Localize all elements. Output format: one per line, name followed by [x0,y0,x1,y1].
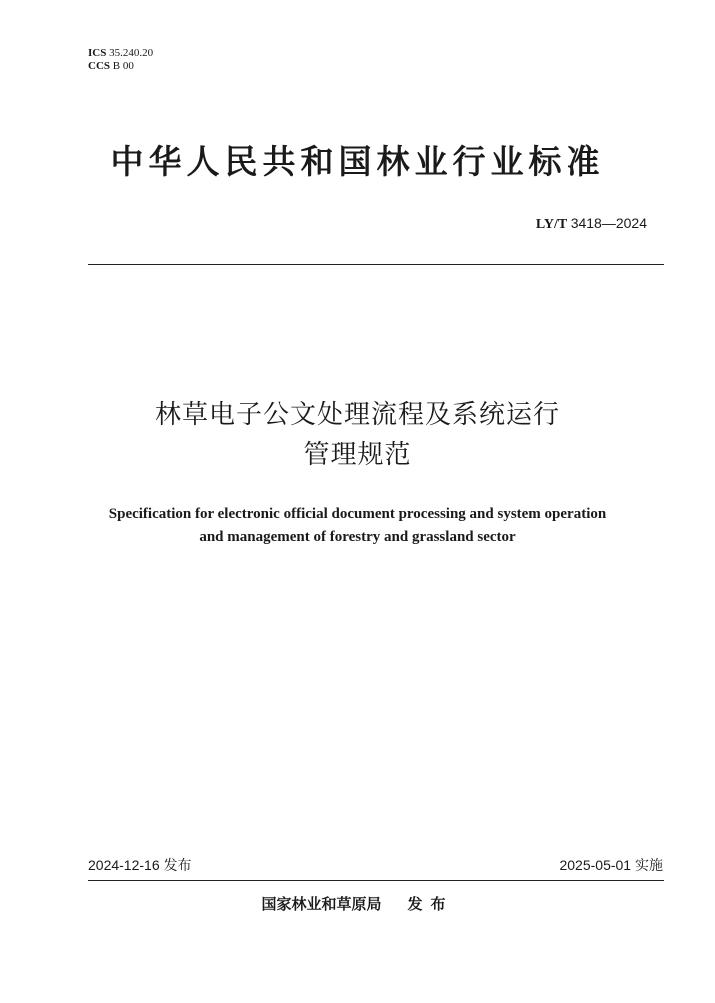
standard-number [536,214,647,234]
standard-prefix: LY/T [535,217,568,232]
ccs-label: CCS [88,60,111,72]
top-divider [88,264,664,265]
ics-code: 35.240.20 [109,47,154,59]
english-title-line-2: and management of forestry and grassland sector [199,529,516,545]
ics-line [88,47,153,60]
publisher-name: 国家林业和草原局 [261,895,382,913]
ics-label: ICS [88,47,107,59]
ccs-line [88,60,153,73]
chinese-title [0,395,715,475]
english-title-line-1: Specification for electronic official document processing and system operation [108,506,607,522]
bottom-divider [88,880,664,881]
standard-category-title: 中华人民共和国林业行业标准 [110,142,605,181]
english-title [0,503,715,549]
chinese-title-line-2: 管理规范 [303,440,412,470]
release-date: 2024-12-16 发布 [88,857,192,873]
classification-codes [88,47,153,73]
publisher-line [0,893,715,915]
standard-number-value: 3418—2024 [570,215,647,231]
implement-date: 2025-05-01 实施 [559,857,663,873]
ccs-code: B 00 [112,60,134,72]
publish-action: 发布 [407,895,454,913]
chinese-title-line-1: 林草电子公文处理流程及系统运行 [154,400,560,430]
